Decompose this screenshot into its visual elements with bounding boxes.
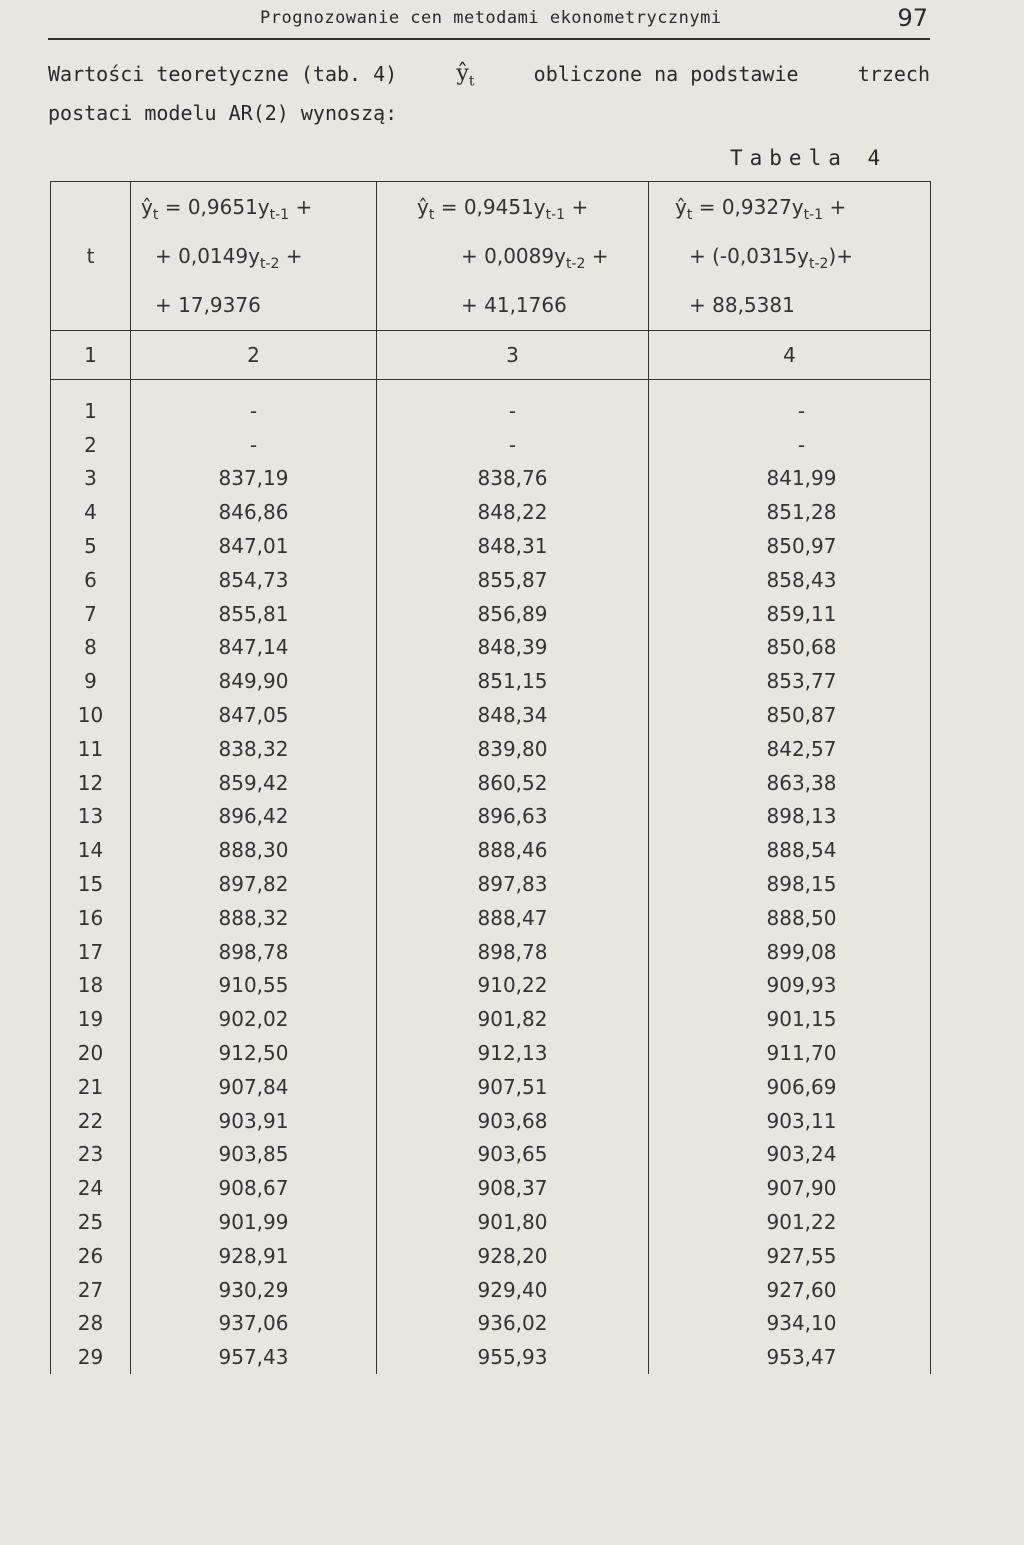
model-1-value: 928,91 xyxy=(131,1239,377,1273)
table-row xyxy=(51,1171,931,1205)
model-3-value: 850,87 xyxy=(649,698,931,732)
intro-text-a: Wartości teoretyczne (tab. 4) xyxy=(48,62,398,86)
row-t-cell: 20 xyxy=(51,1036,131,1070)
model-3-value: 901,22 xyxy=(649,1205,931,1239)
model-1-value: 859,42 xyxy=(131,766,377,800)
model-2-value: 838,76 xyxy=(377,462,649,496)
model-1-value: - xyxy=(131,428,377,462)
column-number: 2 xyxy=(131,331,377,380)
model-1-value: 888,32 xyxy=(131,901,377,935)
model-3-value: 841,99 xyxy=(649,462,931,496)
row-t-cell: 24 xyxy=(51,1171,131,1205)
model-1-value: 854,73 xyxy=(131,563,377,597)
model-3-value: 842,57 xyxy=(649,732,931,766)
row-t-cell: 9 xyxy=(51,664,131,698)
table-row xyxy=(51,766,931,800)
row-t-cell: 19 xyxy=(51,1002,131,1036)
model-2-value: 903,65 xyxy=(377,1138,649,1172)
model-1-value: 907,84 xyxy=(131,1070,377,1104)
intro-line-1 xyxy=(48,58,930,97)
model-2-value: 896,63 xyxy=(377,800,649,834)
row-t-cell: 27 xyxy=(51,1273,131,1307)
model-1-value: 903,85 xyxy=(131,1138,377,1172)
model-2-value: 901,82 xyxy=(377,1002,649,1036)
row-t-cell: 13 xyxy=(51,800,131,834)
table-row xyxy=(51,462,931,496)
running-title: Prognozowanie cen metodami ekonometrycznymi xyxy=(260,8,722,28)
model-2-value: 907,51 xyxy=(377,1070,649,1104)
model-1-value: 847,01 xyxy=(131,529,377,563)
model-2-value: 928,20 xyxy=(377,1239,649,1273)
model-2-value: 839,80 xyxy=(377,732,649,766)
header-t: t xyxy=(51,182,131,331)
model-2-value: 848,39 xyxy=(377,631,649,665)
model-2-value: 888,46 xyxy=(377,833,649,867)
model-1-value: 847,05 xyxy=(131,698,377,732)
column-number: 4 xyxy=(649,331,931,380)
row-t-cell: 14 xyxy=(51,833,131,867)
model-1-value: 901,99 xyxy=(131,1205,377,1239)
row-t-cell: 4 xyxy=(51,495,131,529)
intro-line-2: postaci modelu AR(2) wynoszą: xyxy=(48,101,398,126)
model-1-formula: $ŷ_t = 0,9651y_{t-1}$ + + $0,0149y_{t-2}$ + + 17,9376 xyxy=(131,182,377,331)
model-1-value: 849,90 xyxy=(131,664,377,698)
table-row xyxy=(51,1273,931,1307)
model-3-value: 850,68 xyxy=(649,631,931,665)
values-table xyxy=(50,181,931,1374)
model-3-value: 888,50 xyxy=(649,901,931,935)
row-t-cell: 18 xyxy=(51,969,131,1003)
table-row xyxy=(51,1036,931,1070)
model-2-value: - xyxy=(377,428,649,462)
model-3-formula: $ŷ_t = 0,9327y_{t-1}$ + + $(-0,0315y_{t-2})+$ + 88,5381 xyxy=(649,182,931,331)
model-1-value: 846,86 xyxy=(131,495,377,529)
formula-header-row xyxy=(51,182,931,331)
model-1-value: 908,67 xyxy=(131,1171,377,1205)
model-1-value: 837,19 xyxy=(131,462,377,496)
model-2-value: 910,22 xyxy=(377,969,649,1003)
row-t-cell: 8 xyxy=(51,631,131,665)
model-2-value: 897,83 xyxy=(377,867,649,901)
model-2-value: 912,13 xyxy=(377,1036,649,1070)
model-1-value: 930,29 xyxy=(131,1273,377,1307)
model-3-value: 863,38 xyxy=(649,766,931,800)
model-3-value: 934,10 xyxy=(649,1307,931,1341)
row-t-cell: 16 xyxy=(51,901,131,935)
model-3-value: 899,08 xyxy=(649,935,931,969)
model-3-value: 898,13 xyxy=(649,800,931,834)
model-2-value: 848,22 xyxy=(377,495,649,529)
table-caption: Tabela 4 xyxy=(730,146,888,170)
intro-paragraph xyxy=(48,58,930,129)
model-3-value: 853,77 xyxy=(649,664,931,698)
column-number-row xyxy=(51,331,931,380)
table-row xyxy=(51,1239,931,1273)
model-3-value: 903,11 xyxy=(649,1104,931,1138)
yhat-symbol: $ŷ_t$ xyxy=(456,61,475,90)
model-2-value: 955,93 xyxy=(377,1340,649,1374)
model-1-value: - xyxy=(131,380,377,428)
table-row xyxy=(51,495,931,529)
model-3-value: 901,15 xyxy=(649,1002,931,1036)
model-1-value: 838,32 xyxy=(131,732,377,766)
table-row xyxy=(51,935,931,969)
model-2-value: 856,89 xyxy=(377,597,649,631)
model-2-value: 855,87 xyxy=(377,563,649,597)
model-3-value: 911,70 xyxy=(649,1036,931,1070)
table-row xyxy=(51,732,931,766)
row-t-cell: 6 xyxy=(51,563,131,597)
row-t-cell: 26 xyxy=(51,1239,131,1273)
table-row xyxy=(51,1002,931,1036)
model-3-value: 888,54 xyxy=(649,833,931,867)
row-t-cell: 2 xyxy=(51,428,131,462)
model-1-value: 902,02 xyxy=(131,1002,377,1036)
model-3-value: 909,93 xyxy=(649,969,931,1003)
table-row xyxy=(51,901,931,935)
model-2-value: 936,02 xyxy=(377,1307,649,1341)
intro-text-c: trzech xyxy=(857,62,930,86)
row-t-cell: 25 xyxy=(51,1205,131,1239)
row-t-cell: 12 xyxy=(51,766,131,800)
model-2-value: 848,34 xyxy=(377,698,649,732)
model-2-value: - xyxy=(377,380,649,428)
model-3-value: 851,28 xyxy=(649,495,931,529)
model-1-value: 898,78 xyxy=(131,935,377,969)
row-t-cell: 7 xyxy=(51,597,131,631)
intro-text-b: obliczone na podstawie xyxy=(533,62,799,86)
model-1-value: 957,43 xyxy=(131,1340,377,1374)
model-2-value: 901,80 xyxy=(377,1205,649,1239)
model-1-value: 855,81 xyxy=(131,597,377,631)
model-2-value: 929,40 xyxy=(377,1273,649,1307)
row-t-cell: 10 xyxy=(51,698,131,732)
row-t-cell: 23 xyxy=(51,1138,131,1172)
table-row xyxy=(51,664,931,698)
table-row xyxy=(51,1104,931,1138)
row-t-cell: 3 xyxy=(51,462,131,496)
model-2-value: 848,31 xyxy=(377,529,649,563)
model-1-value: 896,42 xyxy=(131,800,377,834)
model-1-value: 847,14 xyxy=(131,631,377,665)
model-2-value: 851,15 xyxy=(377,664,649,698)
row-t-cell: 15 xyxy=(51,867,131,901)
row-t-cell: 29 xyxy=(51,1340,131,1374)
model-1-value: 903,91 xyxy=(131,1104,377,1138)
model-3-value: 927,60 xyxy=(649,1273,931,1307)
model-2-value: 898,78 xyxy=(377,935,649,969)
model-1-value: 912,50 xyxy=(131,1036,377,1070)
model-3-value: 903,24 xyxy=(649,1138,931,1172)
row-t-cell: 28 xyxy=(51,1307,131,1341)
model-3-value: 898,15 xyxy=(649,867,931,901)
table-row xyxy=(51,428,931,462)
table-row xyxy=(51,597,931,631)
model-3-value: 907,90 xyxy=(649,1171,931,1205)
row-t-cell: 17 xyxy=(51,935,131,969)
page-number: 97 xyxy=(897,4,928,32)
model-2-formula: $ŷ_t = 0,9451y_{t-1}$ + + $0,0089y_{t-2}$ + + 41,1766 xyxy=(377,182,649,331)
model-3-value: 927,55 xyxy=(649,1239,931,1273)
table-row xyxy=(51,800,931,834)
column-number: 3 xyxy=(377,331,649,380)
model-2-value: 903,68 xyxy=(377,1104,649,1138)
table-row xyxy=(51,631,931,665)
model-2-value: 860,52 xyxy=(377,766,649,800)
row-t-cell: 5 xyxy=(51,529,131,563)
model-3-value: 953,47 xyxy=(649,1340,931,1374)
table-row xyxy=(51,1138,931,1172)
model-2-value: 888,47 xyxy=(377,901,649,935)
model-3-value: - xyxy=(649,380,931,428)
table-row xyxy=(51,529,931,563)
table-row xyxy=(51,867,931,901)
row-t-cell: 11 xyxy=(51,732,131,766)
table-row xyxy=(51,563,931,597)
table-row xyxy=(51,380,931,428)
table-row xyxy=(51,833,931,867)
model-1-value: 910,55 xyxy=(131,969,377,1003)
model-3-value: 859,11 xyxy=(649,597,931,631)
model-3-value: - xyxy=(649,428,931,462)
model-3-value: 858,43 xyxy=(649,563,931,597)
row-t-cell: 21 xyxy=(51,1070,131,1104)
table-row xyxy=(51,698,931,732)
table-row xyxy=(51,1070,931,1104)
table-row xyxy=(51,969,931,1003)
row-t-cell: 1 xyxy=(51,380,131,428)
model-3-value: 906,69 xyxy=(649,1070,931,1104)
model-1-value: 937,06 xyxy=(131,1307,377,1341)
column-number: 1 xyxy=(51,331,131,380)
table-row xyxy=(51,1307,931,1341)
table-row xyxy=(51,1340,931,1374)
model-1-value: 888,30 xyxy=(131,833,377,867)
table-row xyxy=(51,1205,931,1239)
model-3-value: 850,97 xyxy=(649,529,931,563)
running-header xyxy=(48,4,930,40)
model-2-value: 908,37 xyxy=(377,1171,649,1205)
table-body xyxy=(51,380,931,1375)
row-t-cell: 22 xyxy=(51,1104,131,1138)
model-1-value: 897,82 xyxy=(131,867,377,901)
